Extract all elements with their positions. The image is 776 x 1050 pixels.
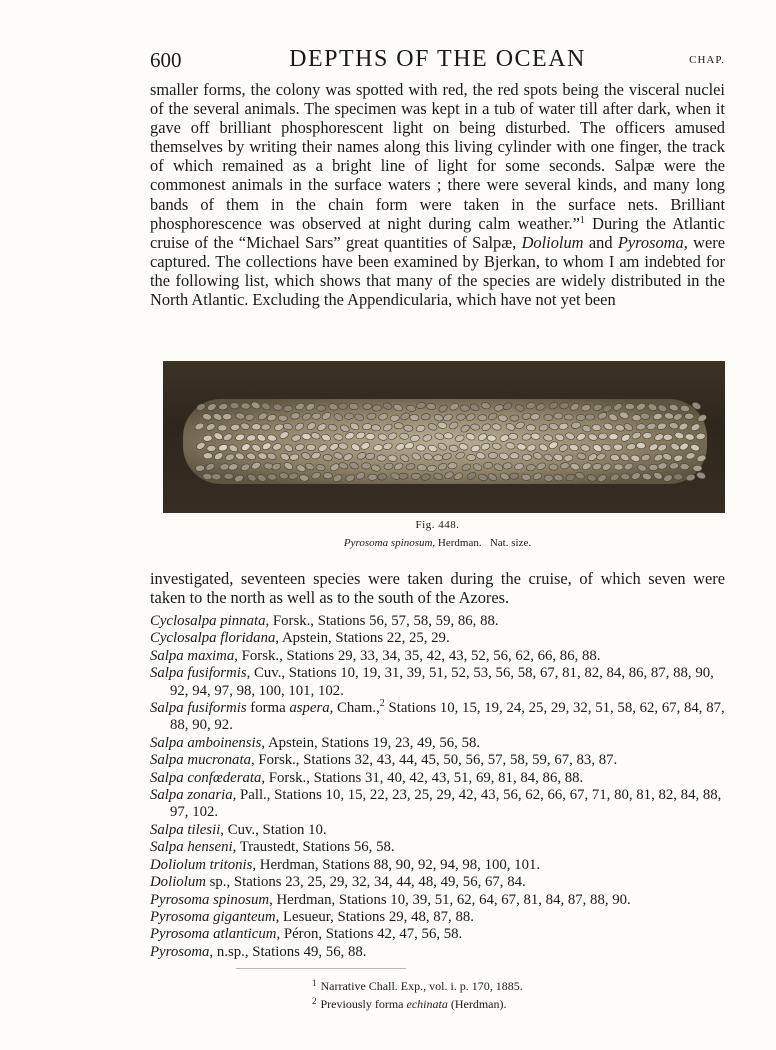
- species-list: [150, 613, 725, 961]
- list-item: [150, 909, 725, 926]
- colony-body: [183, 399, 707, 484]
- genus-doliolum: Doliolum: [521, 232, 584, 252]
- body-paragraph-1: [150, 80, 725, 309]
- list-item: [150, 926, 725, 943]
- species-details: , Cuv., Station 10.: [220, 821, 327, 838]
- species-name: Salpa tilesii: [150, 821, 221, 838]
- footnote-mark: 2: [312, 996, 317, 1006]
- para1-text: smaller forms, the colony was spotted with red, the red spots being the visceral nuclei of the several animals. The specimen was kept in a tub of water till after dark, when it gave off brilliant phosphorescent light on being disturbed. The officers amused themselves by writing their names along this living cylinder with one finger, the track of which remained as a bright line of light for some seconds. Salpæ were the commonest animals in the surface waters ; there were several kinds, and many long bands of them in the chain form were taken in the surface nets. Brilliant phosphorescence was observed at night during calm weather.”: [150, 80, 725, 233]
- species-details: , Péron, Stations 42, 47, 56, 58.: [276, 926, 463, 943]
- species-details: , Forsk., Stations 56, 57, 58, 59, 86, 88.: [265, 613, 499, 629]
- species-name: Salpa confœderata: [150, 769, 262, 786]
- page-number: 600: [150, 48, 182, 72]
- footnote-text: Previously forma: [320, 997, 407, 1011]
- list-item: [150, 613, 725, 630]
- species-details: , Lesueur, Stations 29, 48, 87, 88.: [275, 908, 474, 925]
- species-details-2: Stations 10, 15, 19, 24, 25, 29, 32, 51, 58, 62, 67, 84, 87, 88, 90, 92.: [170, 700, 725, 734]
- para1-text-end: , were captured. The collections have been examined by Bjerkan, to whom I am indebted for the following list, which shows that many of the species are widely distributed in the North Atlantic. Excluding the Appendicularia, which have not yet been: [150, 232, 725, 310]
- species-name: Pyrosoma giganteum: [150, 908, 276, 925]
- list-item: [150, 665, 725, 700]
- footnote-mark: 1: [312, 978, 317, 988]
- species-details: sp., Stations 23, 25, 29, 32, 34, 44, 48, 49, 56, 67, 84.: [205, 874, 526, 891]
- list-item: [150, 630, 725, 647]
- footnote-1: [312, 976, 712, 994]
- list-item: [150, 648, 725, 665]
- species-name: Salpa mucronata: [150, 752, 251, 769]
- body-paragraph-2: [150, 569, 725, 607]
- footnote-ref-2[interactable]: 2: [379, 698, 385, 710]
- list-item: [150, 874, 725, 891]
- para2-text: investigated, seventeen species were taken during the cruise, of which seven were taken to the north as well as to the south of the Azores.: [150, 569, 725, 608]
- figure-species: Pyrosoma spinosum: [343, 537, 433, 549]
- species-details: , Cham.,: [329, 700, 380, 717]
- list-item: [150, 735, 725, 752]
- species-details: , Traustedt, Stations 56, 58.: [232, 839, 395, 856]
- pyrosoma-illustration: [163, 361, 725, 513]
- species-name: Pyrosoma spinosum: [150, 891, 270, 908]
- list-item: [150, 822, 725, 839]
- species-name: Doliolum tritonis: [150, 856, 253, 873]
- species-details: , Apstein, Stations 22, 25, 29.: [275, 630, 450, 647]
- species-details: , Herdman, Stations 10, 39, 51, 62, 64, 67, 81, 84, 87, 88, 90.: [269, 891, 631, 908]
- list-item: [150, 770, 725, 787]
- species-name: Pyrosoma: [150, 943, 210, 960]
- footnote-text: Narrative Chall. Exp., vol. i. p. 170, 1885.: [320, 979, 523, 993]
- footnotes: [312, 976, 712, 1012]
- list-item: [150, 787, 725, 822]
- footnote-2: [312, 994, 712, 1012]
- figure-size-note: Nat. size.: [489, 537, 532, 549]
- page-header: [150, 44, 725, 74]
- footnote-divider: [236, 968, 406, 969]
- para1-text-mid: During the Atlantic cruise of the “Michael Sars” great quantities of Salpæ,: [150, 213, 725, 252]
- species-name: Salpa fusiformis: [150, 700, 247, 717]
- species-details: , Forsk., Stations 29, 33, 34, 35, 42, 43, 52, 56, 62, 66, 86, 88.: [234, 647, 601, 664]
- list-item: [150, 839, 725, 856]
- species-name: Salpa maxima: [150, 647, 235, 664]
- species-details: , Forsk., Stations 31, 40, 42, 43, 51, 69, 81, 84, 86, 88.: [261, 769, 584, 786]
- genus-pyrosoma: Pyrosoma: [617, 232, 684, 252]
- footnote-ref-1[interactable]: 1: [579, 214, 585, 226]
- footnote-text-end: (Herdman).: [447, 997, 507, 1011]
- species-name: Cyclosalpa floridana: [150, 630, 276, 647]
- list-item: [150, 892, 725, 909]
- list-item: [150, 700, 725, 735]
- figure-caption: [150, 537, 725, 549]
- figure-pyrosoma-photo: [163, 361, 725, 513]
- footnote-italic: echinata: [406, 997, 448, 1011]
- species-details: , Pall., Stations 10, 15, 22, 23, 25, 29, 42, 43, 56, 62, 66, 67, 71, 80, 81, 82, 84, 88, 97, 102.: [170, 787, 722, 821]
- species-details: , Forsk., Stations 32, 43, 44, 45, 50, 56, 57, 58, 59, 67, 83, 87.: [250, 752, 618, 769]
- figure-label: Fig. 448.: [415, 519, 460, 531]
- species-name: Cyclosalpa pinnata: [150, 613, 266, 629]
- species-name: Pyrosoma atlanticum: [150, 926, 277, 943]
- figure-author: , Herdman.: [432, 537, 482, 549]
- chapter-abbrev: CHAP.: [689, 54, 725, 66]
- species-name: Salpa henseni: [150, 839, 233, 856]
- species-details: , Cuv., Stations 10, 19, 31, 39, 51, 52, 53, 56, 58, 67, 81, 82, 84, 86, 87, 88, 90, 92, 94, 97, 98, 100, 101, 102.: [170, 665, 714, 699]
- list-item: [150, 857, 725, 874]
- running-title: DEPTHS OF THE OCEAN: [289, 46, 586, 72]
- para1-and: and: [583, 232, 618, 252]
- species-details: , n.sp., Stations 49, 56, 88.: [209, 943, 367, 960]
- species-details: , Apstein, Stations 19, 23, 49, 56, 58.: [261, 734, 481, 751]
- species-forma: forma: [246, 700, 290, 717]
- species-name: Doliolum: [150, 874, 206, 891]
- species-name: Salpa amboinensis: [150, 734, 262, 751]
- list-item: [150, 752, 725, 769]
- species-form-name: aspera: [289, 700, 330, 717]
- list-item: [150, 944, 725, 961]
- species-name: Salpa zonaria: [150, 787, 233, 804]
- species-name: Salpa fusiformis: [150, 665, 247, 682]
- species-details: , Herdman, Stations 88, 90, 92, 94, 98, 100, 101.: [252, 856, 541, 873]
